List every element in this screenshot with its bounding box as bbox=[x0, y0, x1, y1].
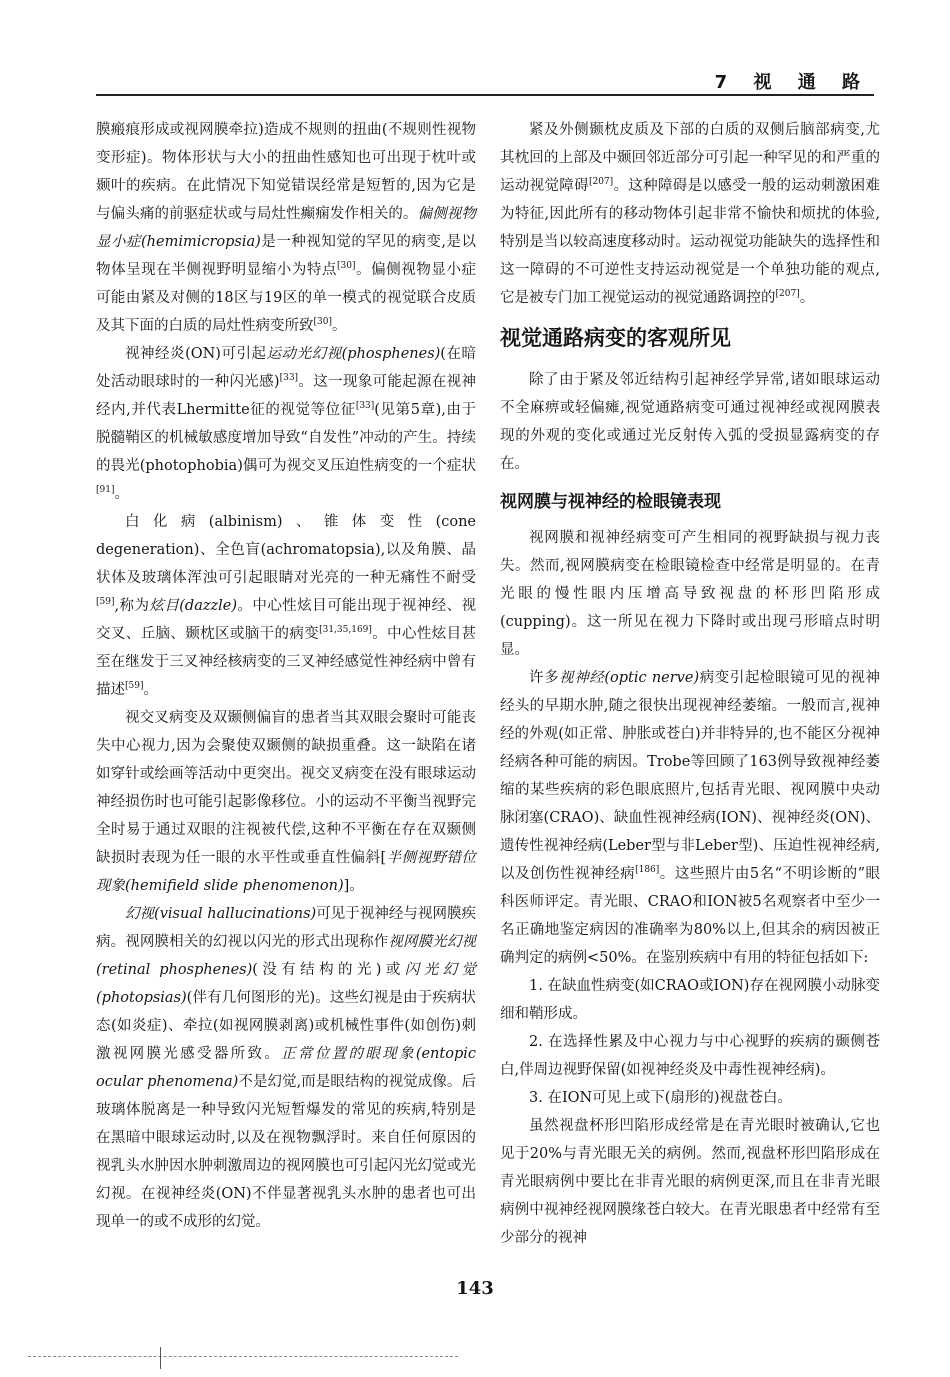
citation: [207] bbox=[588, 177, 614, 187]
text-run: 视交叉病变及双颞侧偏盲的患者当其双眼会聚时可能丧失中心视力,因为会聚使双颞侧的缺损重叠。这一缺陷在诸如穿针或绘画等活动中更突出。视交叉病变在没有眼球运动神经损伤时也可能引起影像移位。小的运动不平衡当视野完全时易于通过双眼的注视被代偿,这种不平衡在存在双颞侧缺损时表现为任一眼的水平性或垂直性偏斜[ bbox=[96, 710, 476, 866]
text-run: 白化病(albinism)、锥体变性(cone degeneration)、全色盲(achromatopsia),以及角膜、晶状体及玻璃体浑浊可引起眼睛对光亮的一种无痛性不耐受 bbox=[96, 514, 476, 586]
text-run: 。 bbox=[143, 682, 158, 698]
text-run: 膜瘢痕形成或视网膜牵拉)造成不规则的扭曲(不规则性视物变形症)。物体形状与大小的扭曲性感知也可出现于枕叶或颞叶的疾病。在此情况下知觉错误经常是短暂的,因为它是与偏头痛的前驱症状或与局灶性癫痫发作相关的。 bbox=[96, 122, 476, 222]
scan-edge-tick bbox=[160, 1347, 161, 1369]
left-column bbox=[96, 116, 476, 1236]
text-run: 。 bbox=[331, 318, 347, 334]
text-run: 。 bbox=[114, 486, 129, 502]
paragraph bbox=[96, 508, 476, 704]
citation: [31,35,169] bbox=[319, 625, 372, 635]
term: 视神经(optic nerve) bbox=[559, 670, 700, 686]
scan-edge-line bbox=[28, 1356, 458, 1357]
citation: [33] bbox=[279, 373, 299, 383]
paragraph: 视网膜和视神经病变可产生相同的视野缺损与视力丧失。然而,视网膜病变在检眼镜检查中经常是明显的。在青光眼的慢性眼内压增高导致视盘的杯形凹陷形成(cupping)。这一所见在视力下降时或出现弓形暗点时明显。 bbox=[500, 530, 880, 658]
text-run: 。这些照片由5名“不明诊断的”眼科医师评定。青光眼、CRAO和ION被5名观察者中至少一名正确地鉴定病因的准确率为80%以上,但其余的病因被正确判定的病例<50%。在鉴别疾病中有用的特征包括如下: bbox=[500, 866, 880, 966]
paragraph bbox=[500, 664, 880, 972]
text-run: 是一种视知觉的罕见的病变,是以物体呈现在半侧视野明显缩小为特点 bbox=[96, 234, 476, 278]
citation: [91] bbox=[96, 485, 115, 495]
text-run: ,称为 bbox=[114, 598, 150, 614]
text-run: 。这种障碍是以感受一般的运动刺激困难为特征,因此所有的移动物体引起非常不愉快和烦扰的体验,特别是当以较高速度移动时。运动视觉功能缺失的选择性和这一障碍的不可逆性支持运动视觉是一个单独功能的观点,它是被专门加工视觉运动的视觉通路调控的 bbox=[500, 178, 881, 306]
text-run: 。偏侧视物显小症可能由紧及对侧的18区与19区的单一模式的视觉联合皮质及其下面的白质的局灶性病变所致 bbox=[96, 262, 477, 334]
paragraph bbox=[500, 116, 880, 312]
text-run: 病变引起检眼镜可见的视神经头的早期水肿,随之很快出现视神经萎缩。一般而言,视神经的外观(如正常、肿胀或苍白)并非特异的,也不能区分视神经病各种可能的病因。Trobe等回顾了163例导致视神经萎缩的某些疾病的彩色眼底照片,包括青光眼、视网膜中央动脉闭塞(CRAO)、缺血性视神经病(ION)、视神经炎(ON)、遗传性视神经病(Leber型与非Leber型)、压迫性视神经病,以及创伤性视神经病 bbox=[500, 670, 881, 882]
text-run: (在暗处活动眼球时的一种闪光感) bbox=[96, 346, 476, 390]
term: 正常位置的眼现象(entopic ocular phenomena) bbox=[96, 1046, 476, 1090]
term: 半侧视野错位现象(hemifield slide phenomenon) bbox=[96, 850, 477, 894]
term: 运动光幻视(phosphenes) bbox=[266, 346, 441, 362]
citation: [207] bbox=[775, 289, 800, 299]
latin-term: (hemimicropsia) bbox=[141, 234, 261, 250]
running-header bbox=[96, 66, 874, 96]
citation: [59] bbox=[96, 597, 115, 607]
paragraph bbox=[96, 704, 476, 900]
text-run: 。中心性炫目可能出现于视神经、视交叉、丘脑、颞枕区或脑干的病变 bbox=[96, 598, 477, 642]
text-run: 视神经炎(ON)可引起 bbox=[125, 346, 267, 362]
paragraph: 除了由于紧及邻近结构引起神经学异常,诸如眼球运动不全麻痹或轻偏瘫,视觉通路病变可通过视神经或视网膜表现的外观的变化或通过光反射传入弧的受损显露病变的存在。 bbox=[500, 372, 880, 472]
term: 偏侧视物显小症 bbox=[96, 206, 477, 250]
text-run: 许多 bbox=[529, 670, 560, 686]
text-run: ]。 bbox=[343, 878, 364, 894]
paragraph bbox=[96, 900, 476, 1236]
term: 炫目(dazzle) bbox=[149, 598, 238, 614]
page-number: 143 bbox=[456, 1278, 494, 1299]
paragraph bbox=[96, 340, 476, 508]
citation: [30] bbox=[337, 261, 356, 271]
citation: [186] bbox=[635, 865, 660, 875]
paragraph bbox=[96, 116, 476, 340]
text-run: 紧及外侧颞枕皮质及下部的白质的双侧后脑部病变,尤其枕回的上部及中颞回邻近部分可引起一种罕见的和严重的运动视觉障碍 bbox=[500, 122, 880, 194]
text-run: 。 bbox=[799, 290, 815, 306]
list-item: 2. 在选择性累及中心视力与中心视野的疾病的颞侧苍白,伴周边视野保留(如视神经炎及中毒性视神经病)。 bbox=[500, 1034, 880, 1078]
term: 幻视(visual hallucinations) bbox=[125, 906, 317, 922]
citation: [30] bbox=[313, 317, 332, 327]
text-run: 。中心性炫目甚至在继发于三叉神经核病变的三叉神经感觉性神经病中曾有描述 bbox=[96, 626, 477, 698]
citation: [59] bbox=[125, 681, 144, 691]
text-run: 不是幻觉,而是眼结构的视觉成像。后玻璃体脱离是一种导致闪光短暂爆发的常见的疾病,特别是在黑暗中眼球运动时,以及在视物飘浮时。来自任何原因的视乳头水肿因水肿刺激周边的视网膜也可引起闪光幻觉或光幻视。在视神经炎(ON)不伴显著视乳头水肿的患者也可出现单一的或不成形的幻觉。 bbox=[96, 1074, 476, 1230]
list-item: 3. 在ION可见上或下(扇形的)视盘苍白。 bbox=[529, 1090, 793, 1106]
text-run: (见第5章),由于脱髓鞘区的机械敏感度增加导致“自发性”冲动的产生。持续的畏光(photophobia)偶可为视交叉压迫性病变的一个症状 bbox=[96, 402, 476, 474]
text-run: (没有结构的光)或 bbox=[252, 962, 405, 978]
citation: [33] bbox=[355, 401, 375, 411]
text-run: 可见于视神经与视网膜疾病。视网膜相关的幻视以闪光的形式出现称作 bbox=[96, 906, 477, 950]
term: 闪光幻觉(photopsias) bbox=[96, 962, 477, 1006]
right-column bbox=[500, 116, 880, 1252]
list-item: 1. 在缺血性病变(如CRAO或ION)存在视网膜小动脉变细和鞘形成。 bbox=[500, 978, 880, 1022]
text-run: 。这一现象可能起源在视神经内,并代表Lhermitte征的视觉等位征 bbox=[96, 374, 477, 418]
term: 视网膜光幻视(retinal phosphenes) bbox=[96, 934, 477, 978]
subsection-heading: 视网膜与视神经的检眼镜表现 bbox=[500, 492, 721, 512]
text-run: (伴有几何图形的光)。这些幻视是由于疾病状态(如炎症)、牵拉(如视网膜剥离)或机械性事件(如创伤)刺激视网膜光感受器所致。 bbox=[96, 990, 476, 1062]
chapter-title: 7 视 通 路 bbox=[714, 72, 870, 93]
paragraph: 虽然视盘杯形凹陷形成经常是在青光眼时被确认,它也见于20%与青光眼无关的病例。然而,视盘杯形凹陷形成在青光眼病例中要比在非青光眼的病例更深,而且在非青光眼病例中视神经视网膜缘苍白较大。在青光眼患者中经常有至少部分的视神 bbox=[500, 1118, 880, 1246]
section-heading: 视觉通路病变的客观所见 bbox=[500, 326, 731, 350]
